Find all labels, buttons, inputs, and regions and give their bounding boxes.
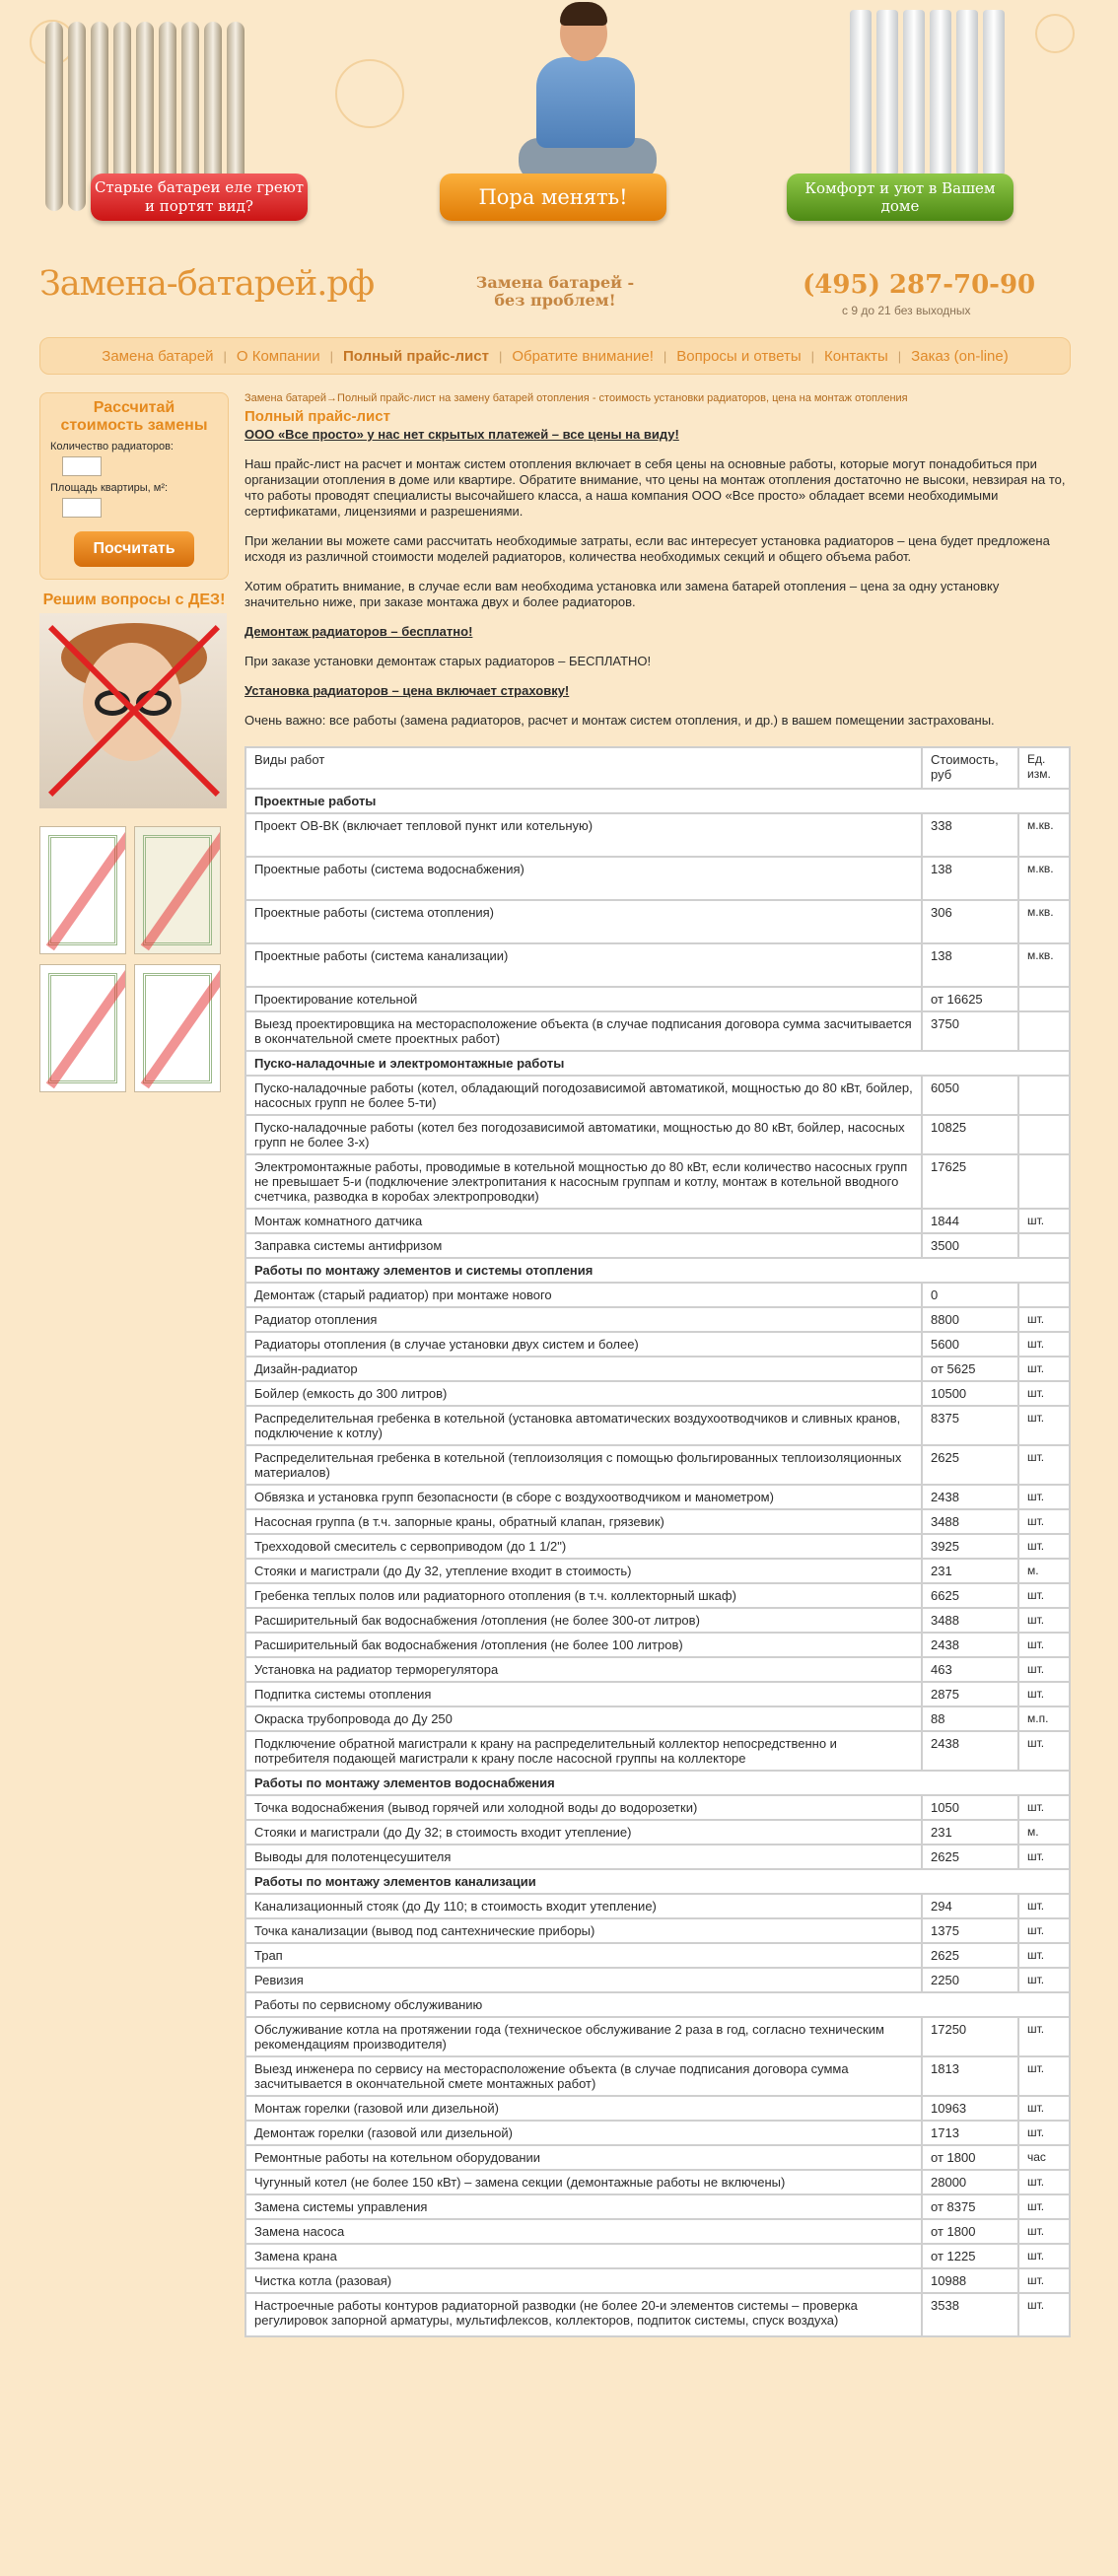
work-name-cell: Обвязка и установка групп безопасности (в сборе с воздухоотводчиком и манометром) [245, 1485, 922, 1509]
section-title: Работы по монтажу элементов канализации [245, 1869, 1070, 1894]
unit-cell: м.кв. [1018, 813, 1070, 857]
price-cell: 3538 [922, 2293, 1018, 2336]
table-row [245, 1406, 1070, 1445]
work-name-cell: Дизайн-радиатор [245, 1357, 922, 1381]
price-cell: 1713 [922, 2121, 1018, 2145]
table-row [245, 1608, 1070, 1633]
unit-cell: шт. [1018, 2219, 1070, 2244]
des-promo-image[interactable] [39, 613, 227, 808]
site-logo[interactable]: Замена-батарей.рф [39, 264, 375, 304]
price-cell: 17625 [922, 1154, 1018, 1209]
table-row [245, 2096, 1070, 2121]
phone-number: (495) 287-70-90 [803, 270, 1036, 300]
unit-cell: шт. [1018, 1445, 1070, 1485]
price-cell: 17250 [922, 2017, 1018, 2056]
price-cell: 231 [922, 1559, 1018, 1583]
table-row [245, 1731, 1070, 1771]
dismantle-paragraph: При заказе установки демонтаж старых радиаторов – БЕСПЛАТНО! [245, 654, 652, 668]
table-row [245, 1115, 1070, 1154]
unit-cell: шт. [1018, 2096, 1070, 2121]
unit-cell: шт. [1018, 1894, 1070, 1918]
work-name-cell: Канализационный стояк (до Ду 110; в стоимость входит утепление) [245, 1894, 922, 1918]
price-cell: 6050 [922, 1076, 1018, 1115]
insurance-heading: Установка радиаторов – цена включает страховку! [245, 683, 570, 698]
table-row [245, 1943, 1070, 1968]
unit-cell: шт. [1018, 1534, 1070, 1559]
section-title: Пуско-наладочные и электромонтажные работы [245, 1051, 1070, 1076]
unit-cell: час [1018, 2145, 1070, 2170]
table-row [245, 2293, 1070, 2336]
table-row [245, 1283, 1070, 1307]
unit-cell: м. [1018, 1559, 1070, 1583]
new-radiator-image [850, 10, 1005, 175]
unit-cell: шт. [1018, 1731, 1070, 1771]
price-cell: 8800 [922, 1307, 1018, 1332]
nav-item-order[interactable]: Заказ (on-line) [911, 347, 1009, 365]
table-section-row [245, 1051, 1070, 1076]
table-row [245, 1357, 1070, 1381]
work-name-cell: Расширительный бак водоснабжения /отопления (не более 300-от литров) [245, 1608, 922, 1633]
unit-cell: шт. [1018, 2121, 1070, 2145]
table-row [245, 1894, 1070, 1918]
unit-cell [1018, 1283, 1070, 1307]
swirl-decoration [335, 59, 404, 128]
work-name-cell: Выводы для полотенцесушителя [245, 1845, 922, 1869]
nav-item-faq[interactable]: Вопросы и ответы [676, 347, 802, 365]
work-name-cell: Пуско-наладочные работы (котел без погодозависимой автоматики, мощностью до 80 кВт, бойлер, насосных групп не более 3-х) [245, 1115, 922, 1154]
work-name-cell: Подпитка системы отопления [245, 1682, 922, 1706]
work-name-cell: Настроечные работы контуров радиаторной разводки (не более 20-и элементов системы – проверка регулировок запорной арматуры, мультифлексов, коллекторов, подпиток системы, спуск воздуха) [245, 2293, 922, 2336]
comfort-button[interactable]: Комфорт и уют в Вашем доме [787, 174, 1013, 221]
radiators-count-label: Количество радиаторов: [50, 441, 174, 453]
working-hours: с 9 до 21 без выходных [842, 304, 971, 317]
breadcrumb [245, 392, 1071, 404]
unit-cell: шт. [1018, 1332, 1070, 1357]
work-name-cell: Радиатор отопления [245, 1307, 922, 1332]
work-name-cell: Демонтаж (старый радиатор) при монтаже нового [245, 1283, 922, 1307]
certificate-image[interactable] [39, 826, 126, 954]
nav-item-price-list[interactable]: Полный прайс-лист [343, 347, 489, 365]
unit-cell: шт. [1018, 1657, 1070, 1682]
price-cell: 3925 [922, 1534, 1018, 1559]
work-name-cell: Радиаторы отопления (в случае установки двух систем и более) [245, 1332, 922, 1357]
header-banner [0, 0, 1118, 254]
price-cell: 2438 [922, 1485, 1018, 1509]
table-section-row [245, 1771, 1070, 1795]
table-row [245, 1682, 1070, 1706]
price-cell: от 5625 [922, 1357, 1018, 1381]
work-name-cell: Монтаж горелки (газовой или дизельной) [245, 2096, 922, 2121]
price-cell: 3488 [922, 1509, 1018, 1534]
main-nav: Замена батарей | О Компании | Полный прайс-лист | Обратите внимание! | Вопросы и ответы | Контакты | Заказ (on-line) [39, 337, 1071, 375]
table-header-row [245, 747, 1070, 789]
price-cell: 8375 [922, 1406, 1018, 1445]
unit-cell: шт. [1018, 2244, 1070, 2268]
nav-item-contacts[interactable]: Контакты [823, 347, 888, 365]
work-name-cell: Проектирование котельной [245, 987, 922, 1011]
table-row [245, 857, 1070, 900]
table-row [245, 2056, 1070, 2096]
price-cell: 6625 [922, 1583, 1018, 1608]
table-section-row [245, 1258, 1070, 1283]
price-cell: 463 [922, 1657, 1018, 1682]
page-title: Полный прайс-лист [245, 408, 390, 425]
unit-cell: шт. [1018, 1943, 1070, 1968]
price-cell: 1050 [922, 1795, 1018, 1820]
table-row [245, 1795, 1070, 1820]
price-cell: от 16625 [922, 987, 1018, 1011]
table-row [245, 1307, 1070, 1332]
area-input[interactable] [62, 498, 102, 518]
time-to-change-button[interactable]: Пора менять! [440, 174, 666, 221]
section-title: Работы по сервисному обслуживанию [245, 1992, 1070, 2017]
work-name-cell: Выезд инженера по сервису на месторасположение объекта (в случае подписания договора сумма засчитывается в окончательной смете монтажных работ) [245, 2056, 922, 2096]
certificates [39, 826, 229, 1092]
unit-cell: шт. [1018, 2268, 1070, 2293]
table-row [245, 2145, 1070, 2170]
unit-cell: шт. [1018, 2017, 1070, 2056]
table-row [245, 1968, 1070, 1992]
no-hidden-fees-heading: ООО «Все просто» у нас нет скрытых платежей – все цены на виду! [245, 427, 679, 442]
price-cell: от 1800 [922, 2219, 1018, 2244]
calculate-button[interactable]: Посчитать [74, 531, 194, 567]
unit-cell: шт. [1018, 2170, 1070, 2194]
unit-cell: шт. [1018, 1583, 1070, 1608]
price-cell: 0 [922, 1283, 1018, 1307]
work-name-cell: Проектные работы (система канализации) [245, 943, 922, 987]
table-row [245, 1209, 1070, 1233]
work-name-cell: Чугунный котел (не более 150 кВт) – замена секции (демонтажные работы не включены) [245, 2170, 922, 2194]
area-label: Площадь квартиры, м²: [50, 482, 169, 494]
work-name-cell: Ревизия [245, 1968, 922, 1992]
price-cell: 1375 [922, 1918, 1018, 1943]
price-cell: 1844 [922, 1209, 1018, 1233]
insurance-paragraph: Очень важно: все работы (замена радиаторов, расчет и монтаж систем отопления, и др.) в вашем помещении застрахованы. [245, 713, 995, 728]
unit-cell: шт. [1018, 2293, 1070, 2336]
work-name-cell: Замена насоса [245, 2219, 922, 2244]
unit-cell: шт. [1018, 2194, 1070, 2219]
work-name-cell: Выезд проектировщика на месторасположение объекта (в случае подписания договора сумма засчитывается в окончательной смете проектных работ) [245, 1011, 922, 1051]
work-name-cell: Установка на радиатор терморегулятора [245, 1657, 922, 1682]
work-name-cell: Монтаж комнатного датчика [245, 1209, 922, 1233]
certificate-image[interactable] [134, 964, 221, 1092]
price-cell: 2438 [922, 1731, 1018, 1771]
section-title: Работы по монтажу элементов и системы отопления [245, 1258, 1070, 1283]
table-row [245, 2121, 1070, 2145]
discount-paragraph: Хотим обратить внимание, в случае если вам необходима установка или замена батарей отопления – цена за одну установку значительно ниже, при заказе монтажа двух и более радиаторов. [245, 579, 1000, 609]
price-cell: 2625 [922, 1445, 1018, 1485]
table-row [245, 987, 1070, 1011]
unit-cell [1018, 1076, 1070, 1115]
unit-cell [1018, 1011, 1070, 1051]
unit-cell: м.кв. [1018, 943, 1070, 987]
price-cell: от 1800 [922, 2145, 1018, 2170]
work-name-cell: Подключение обратной магистрали к крану на распределительный коллектор непосредственно и потребителя подающей магистрали к крану после насосной группы на коллекторе [245, 1731, 922, 1771]
column-header: Стоимость, руб [922, 747, 1018, 789]
main-content [245, 392, 1071, 2337]
unit-cell: шт. [1018, 2056, 1070, 2096]
unit-cell: шт. [1018, 1357, 1070, 1381]
left-sidebar [39, 392, 229, 1092]
nav-item-company[interactable]: О Компании [236, 347, 320, 365]
table-row [245, 943, 1070, 987]
unit-cell: м. [1018, 1820, 1070, 1845]
price-cell: 3750 [922, 1011, 1018, 1051]
price-cell: 231 [922, 1820, 1018, 1845]
calculation-paragraph: При желании вы можете сами рассчитать необходимые затраты, если вас интересует установка радиаторов – цена будет предложена исходя из различной стоимости моделей радиаторов, количества необходимых секций и общего объема работ. [245, 533, 1050, 564]
work-name-cell: Распределительная гребенка в котельной (установка автоматических воздухоотводчиков и сливных кранов, подключение к котлу) [245, 1406, 922, 1445]
unit-cell: шт. [1018, 1608, 1070, 1633]
nav-item-replacement[interactable]: Замена батарей [102, 347, 214, 365]
work-name-cell: Чистка котла (разовая) [245, 2268, 922, 2293]
breadcrumb-home-link[interactable]: Замена батарей [245, 392, 327, 404]
work-name-cell: Распределительная гребенка в котельной (теплоизоляция с помощью фольгированных теплоизоляционных материалов) [245, 1445, 922, 1485]
work-name-cell: Гребенка теплых полов или радиаторного отопления (в т.ч. коллекторный шкаф) [245, 1583, 922, 1608]
column-header: Ед. изм. [1018, 747, 1070, 789]
work-name-cell: Обслуживание котла на протяжении года (техническое обслуживание 2 раза в год, согласно техническим рекомендациям производителя) [245, 2017, 922, 2056]
work-name-cell: Расширительный бак водоснабжения /отопления (не более 100 литров) [245, 1633, 922, 1657]
table-row [245, 2194, 1070, 2219]
table-row [245, 1332, 1070, 1357]
price-cell: 2250 [922, 1968, 1018, 1992]
table-row [245, 2170, 1070, 2194]
price-cell: 3488 [922, 1608, 1018, 1633]
des-promo-title[interactable]: Решим вопросы с ДЕЗ! [42, 592, 226, 608]
price-cell: 138 [922, 857, 1018, 900]
old-radiators-button[interactable]: Старые батареи еле греют и портят вид? [91, 174, 308, 221]
price-cell: 10988 [922, 2268, 1018, 2293]
table-row [245, 1011, 1070, 1051]
table-row [245, 1583, 1070, 1608]
price-cell: 338 [922, 813, 1018, 857]
unit-cell: м.п. [1018, 1706, 1070, 1731]
table-row [245, 1534, 1070, 1559]
work-name-cell: Проект ОВ-ВК (включает тепловой пункт или котельную) [245, 813, 922, 857]
price-cell: 10500 [922, 1381, 1018, 1406]
unit-cell: шт. [1018, 1795, 1070, 1820]
work-name-cell: Ремонтные работы на котельном оборудовании [245, 2145, 922, 2170]
work-name-cell: Демонтаж горелки (газовой или дизельной) [245, 2121, 922, 2145]
table-row [245, 1381, 1070, 1406]
certificate-image[interactable] [39, 964, 126, 1092]
price-table [245, 746, 1071, 2337]
price-cell: 2625 [922, 1845, 1018, 1869]
unit-cell: шт. [1018, 1968, 1070, 1992]
price-cell: 306 [922, 900, 1018, 943]
table-section-row [245, 789, 1070, 813]
section-title: Проектные работы [245, 789, 1070, 813]
unit-cell: шт. [1018, 1509, 1070, 1534]
swirl-decoration [1035, 14, 1075, 53]
unit-cell: шт. [1018, 1682, 1070, 1706]
table-section-row [245, 1869, 1070, 1894]
table-row [245, 1706, 1070, 1731]
unit-cell [1018, 1233, 1070, 1258]
cost-calculator [39, 392, 229, 580]
table-row [245, 2244, 1070, 2268]
table-row [245, 1445, 1070, 1485]
work-name-cell: Трап [245, 1943, 922, 1968]
price-cell: 5600 [922, 1332, 1018, 1357]
table-row [245, 2268, 1070, 2293]
price-cell: 2438 [922, 1633, 1018, 1657]
calculator-title: Рассчитай стоимость замены [60, 399, 208, 434]
work-name-cell: Трехходовой смеситель с сервоприводом (до 1 1/2") [245, 1534, 922, 1559]
table-row [245, 2017, 1070, 2056]
table-row [245, 900, 1070, 943]
table-row [245, 1154, 1070, 1209]
column-header: Виды работ [245, 747, 922, 789]
unit-cell: шт. [1018, 1209, 1070, 1233]
work-name-cell: Пуско-наладочные работы (котел, обладающий погодозависимой автоматикой, мощностью до 80 кВт, бойлер, насосных групп не более 5-ти) [245, 1076, 922, 1115]
work-name-cell: Электромонтажные работы, проводимые в котельной мощностью до 80 кВт, если количество насосных групп не превышает 5-и (подключение электропитания к насосным группам и котлу, монтаж в котельной вводного счетчика, разводка в коробах электропроводки) [245, 1154, 922, 1209]
table-row [245, 1485, 1070, 1509]
breadcrumb-current: →Полный прайс-лист на замену батарей отопления - стоимость установки радиаторов, цена на монтаж отопления [326, 392, 908, 404]
table-row [245, 1657, 1070, 1682]
section-title: Работы по монтажу элементов водоснабжения [245, 1771, 1070, 1795]
table-row [245, 1509, 1070, 1534]
unit-cell: м.кв. [1018, 900, 1070, 943]
price-cell: от 8375 [922, 2194, 1018, 2219]
price-cell: 138 [922, 943, 1018, 987]
unit-cell: шт. [1018, 1406, 1070, 1445]
price-cell: 1813 [922, 2056, 1018, 2096]
unit-cell: шт. [1018, 1485, 1070, 1509]
price-cell: 10825 [922, 1115, 1018, 1154]
dismantle-heading: Демонтаж радиаторов – бесплатно! [245, 624, 473, 639]
price-cell: 294 [922, 1894, 1018, 1918]
unit-cell: шт. [1018, 1307, 1070, 1332]
price-cell: 28000 [922, 2170, 1018, 2194]
table-row [245, 2219, 1070, 2244]
table-row [245, 813, 1070, 857]
work-name-cell: Проектные работы (система отопления) [245, 900, 922, 943]
unit-cell [1018, 1115, 1070, 1154]
table-row [245, 1820, 1070, 1845]
nav-item-attention[interactable]: Обратите внимание! [512, 347, 654, 365]
table-row [245, 1845, 1070, 1869]
intro-paragraph: Наш прайс-лист на расчет и монтаж систем отопления включает в себя цены на основные работы, которые могут понадобиться при организации отопления в доме или квартире. Обратите внимание, что цены на монтаж отопления достаточно не высоки, невзирая на то, что работы проводят специалисты высочайшего класса, а наша компания ООО «Все просто» обладает всеми необходимыми сертификатами, лицензиями и разрешениями. [245, 456, 1066, 519]
radiators-count-input[interactable] [62, 456, 102, 476]
plumber-image [513, 0, 661, 187]
unit-cell: шт. [1018, 1381, 1070, 1406]
work-name-cell: Бойлер (емкость до 300 литров) [245, 1381, 922, 1406]
table-row [245, 1233, 1070, 1258]
work-name-cell: Точка водоснабжения (вывод горячей или холодной воды до водорозетки) [245, 1795, 922, 1820]
table-row [245, 1633, 1070, 1657]
work-name-cell: Точка канализации (вывод под сантехнические приборы) [245, 1918, 922, 1943]
certificate-image[interactable] [134, 826, 221, 954]
price-cell: 10963 [922, 2096, 1018, 2121]
slogan: Замена батарей - без проблем! [475, 273, 635, 310]
unit-cell: м.кв. [1018, 857, 1070, 900]
price-cell: 2625 [922, 1943, 1018, 1968]
price-cell: 88 [922, 1706, 1018, 1731]
work-name-cell: Проектные работы (система водоснабжения) [245, 857, 922, 900]
work-name-cell: Заправка системы антифризом [245, 1233, 922, 1258]
price-cell: 3500 [922, 1233, 1018, 1258]
unit-cell: шт. [1018, 1845, 1070, 1869]
work-name-cell: Стояки и магистрали (до Ду 32, утепление входит в стоимость) [245, 1559, 922, 1583]
work-name-cell: Замена системы управления [245, 2194, 922, 2219]
table-section-row [245, 1992, 1070, 2017]
table-row [245, 1918, 1070, 1943]
unit-cell [1018, 987, 1070, 1011]
unit-cell: шт. [1018, 1918, 1070, 1943]
price-cell: от 1225 [922, 2244, 1018, 2268]
work-name-cell: Замена крана [245, 2244, 922, 2268]
work-name-cell: Насосная группа (в т.ч. запорные краны, обратный клапан, грязевик) [245, 1509, 922, 1534]
work-name-cell: Окраска трубопровода до Ду 250 [245, 1706, 922, 1731]
work-name-cell: Стояки и магистрали (до Ду 32; в стоимость входит утепление) [245, 1820, 922, 1845]
unit-cell: шт. [1018, 1633, 1070, 1657]
table-row [245, 1559, 1070, 1583]
price-cell: 2875 [922, 1682, 1018, 1706]
table-row [245, 1076, 1070, 1115]
unit-cell [1018, 1154, 1070, 1209]
